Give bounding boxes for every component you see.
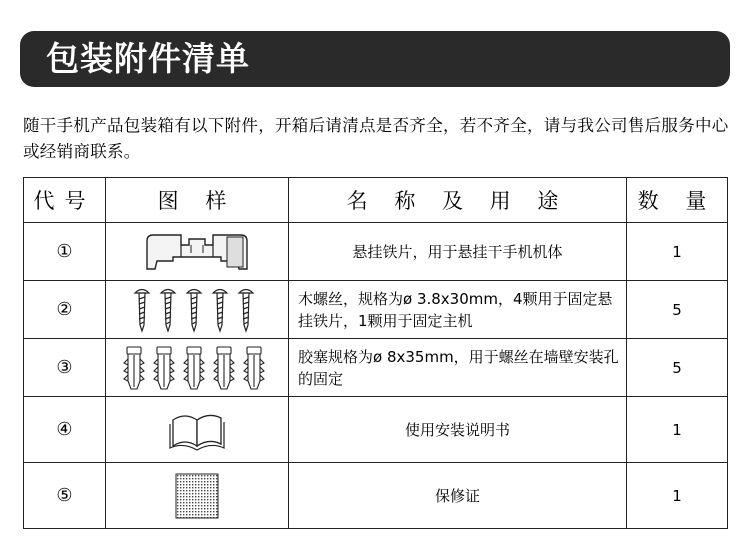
row-description: 保修证 [289,463,627,529]
header-code: 代号 [24,178,106,223]
row-description: 悬挂铁片，用于悬挂干手机机体 [289,223,627,281]
page-title: 包装附件清单 [46,39,250,78]
row-code: ⑤ [24,463,106,529]
row-quantity: 1 [627,223,728,281]
accessory-table [23,177,728,529]
table-row [24,397,728,463]
row-code: ④ [24,397,106,463]
header-image: 图 样 [106,178,289,223]
manual-book-icon [106,397,289,463]
table-row [24,339,728,397]
table-row [24,281,728,339]
hanging-bracket-icon [106,223,289,281]
header-name-usage: 名 称 及 用 途 [289,178,627,223]
row-description: 胶塞规格为ø 8x35mm，用于螺丝在墙壁安装孔的固定 [289,339,627,397]
row-code: ③ [24,339,106,397]
row-quantity: 5 [627,339,728,397]
table-header-row [24,178,728,223]
table-row [24,463,728,529]
wood-screw-icon [106,281,289,339]
row-code: ① [24,223,106,281]
row-quantity: 1 [627,463,728,529]
table-row [24,223,728,281]
wall-anchor-icon [106,339,289,397]
intro-text: 随干手机产品包装箱有以下附件，开箱后请清点是否齐全，若不齐全，请与我公司售后服务中心或经销商联系。 [23,116,729,161]
row-description: 木螺丝，规格为ø 3.8x30mm，4颗用于固定悬挂铁片，1颗用于固定主机 [289,281,627,339]
row-quantity: 1 [627,397,728,463]
row-code: ② [24,281,106,339]
row-quantity: 5 [627,281,728,339]
warranty-card-icon [106,463,289,529]
header-quantity: 数 量 [627,178,728,223]
row-description: 使用安装说明书 [289,397,627,463]
